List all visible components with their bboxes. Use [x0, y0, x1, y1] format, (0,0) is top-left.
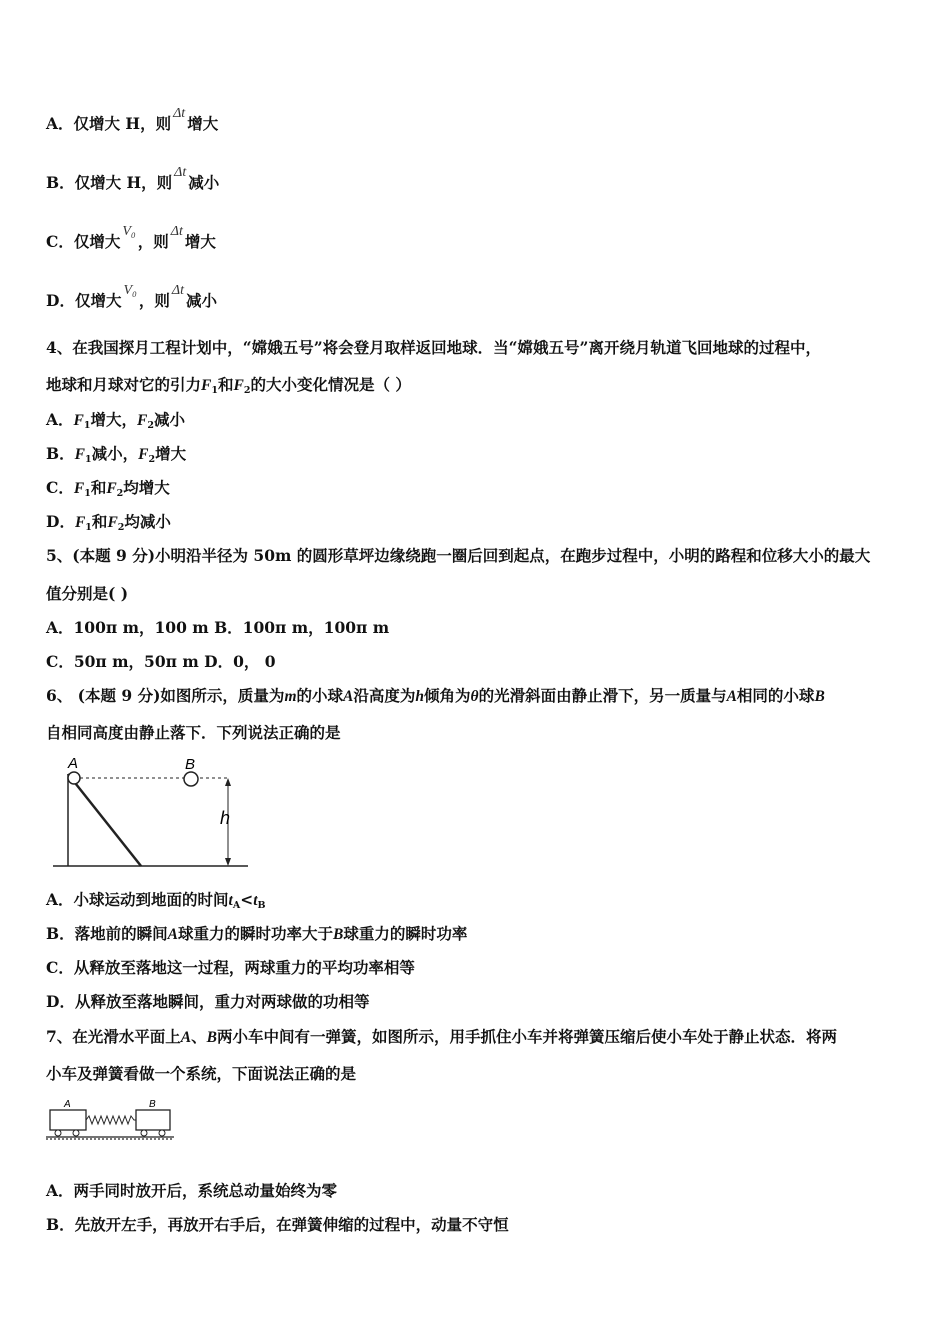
- q4-option-a: A．$F_1$增大，$F_2$减小: [46, 410, 185, 431]
- ball-b: [184, 772, 198, 786]
- incline-slope: [68, 774, 141, 866]
- q3-option-d: D．仅增大V₀，则Δt减小: [46, 283, 218, 310]
- cart-b-wheel-2: [159, 1130, 165, 1136]
- q7-carts-figure: [46, 1096, 176, 1146]
- q4-option-d: D．$F_1$和$F_2$均减小: [46, 512, 171, 533]
- q5-options-cd: C．50π m，50π m D．0， 0: [46, 652, 276, 671]
- height-arrow-down: [225, 858, 231, 866]
- delta-t-symbol: Δt: [174, 165, 187, 180]
- label-h: h: [220, 808, 231, 828]
- q7-option-a: A．两手同时放开后，系统总动量始终为零: [46, 1181, 338, 1200]
- cart-a-label: A: [64, 1099, 71, 1110]
- label-b: B: [185, 756, 196, 773]
- cart-a: [50, 1110, 86, 1130]
- cart-a-wheel-2: [73, 1130, 79, 1136]
- q6-stem-line2: 自相同高度由静止落下．下列说法正确的是: [46, 723, 341, 742]
- v0-symbol: V₀: [122, 224, 136, 239]
- q4-option-c: C．$F_1$和$F_2$均增大: [46, 478, 170, 499]
- q4-stem-line1: 4、在我国探月工程计划中，“嫦娥五号”将会登月取样返回地球．当“嫦娥五号”离开绕月轨道飞回地球的过程中，: [46, 338, 821, 357]
- q7-option-b: B．先放开左手，再放开右手后，在弹簧伸缩的过程中，动量不守恒: [46, 1215, 509, 1234]
- q5-stem-line1: 5、(本题 9 分)小明沿半径为 50m 的圆形草坪边缘绕跑一圈后回到起点，在跑步过程中，小明的路程和位移大小的最大: [46, 546, 871, 565]
- q6-option-b: B．落地前的瞬间A球重力的瞬时功率大于B球重力的瞬时功率: [46, 924, 468, 943]
- q3-option-a: A．仅增大 H，则Δt增大: [46, 106, 219, 133]
- spring: [86, 1116, 136, 1124]
- q4-stem-line2: 地球和月球对它的引力$F_1$和$F_2$的大小变化情况是（ ）: [46, 375, 411, 396]
- ball-a: [68, 772, 80, 784]
- q6-stem-line1: 6、 (本题 9 分)如图所示，质量为m的小球A沿高度为h倾角为θ的光滑斜面由静止滑下，另一质量与A相同的小球B: [46, 686, 825, 705]
- q7-stem-line1: 7、在光滑水平面上A、B两小车中间有一弹簧，如图所示，用手抓住小车并将弹簧压缩后使小车处于静止状态．将两: [46, 1027, 838, 1046]
- q3-option-c: C．仅增大V₀，则Δt增大: [46, 224, 216, 251]
- q6-incline-figure: [48, 752, 258, 872]
- q7-stem-line2: 小车及弹簧看做一个系统，下面说法正确的是: [46, 1064, 357, 1083]
- delta-t-symbol: Δt: [171, 283, 185, 298]
- cart-b: [136, 1110, 170, 1130]
- cart-a-wheel-1: [55, 1130, 61, 1136]
- q5-stem-line2: 值分别是( ): [46, 584, 129, 603]
- q6-option-c: C．从释放至落地这一过程，两球重力的平均功率相等: [46, 958, 415, 977]
- height-arrow-up: [225, 778, 231, 786]
- label-a: A: [68, 755, 79, 772]
- q3-option-b: B．仅增大 H，则Δt减小: [46, 165, 220, 192]
- v0-symbol: V₀: [123, 283, 137, 298]
- q5-options-ab: A．100π m，100 m B．100π m，100π m: [46, 618, 390, 637]
- q6-option-a: A．小球运动到地面的时间$t_A<t_B$: [46, 890, 266, 911]
- delta-t-symbol: Δt: [170, 224, 183, 239]
- cart-b-wheel-1: [141, 1130, 147, 1136]
- q6-option-d: D．从释放至落地瞬间，重力对两球做的功相等: [46, 992, 370, 1011]
- cart-b-label: B: [149, 1099, 156, 1110]
- delta-t-symbol: Δt: [173, 106, 186, 121]
- q4-option-b: B．$F_1$减小，$F_2$增大: [46, 444, 187, 465]
